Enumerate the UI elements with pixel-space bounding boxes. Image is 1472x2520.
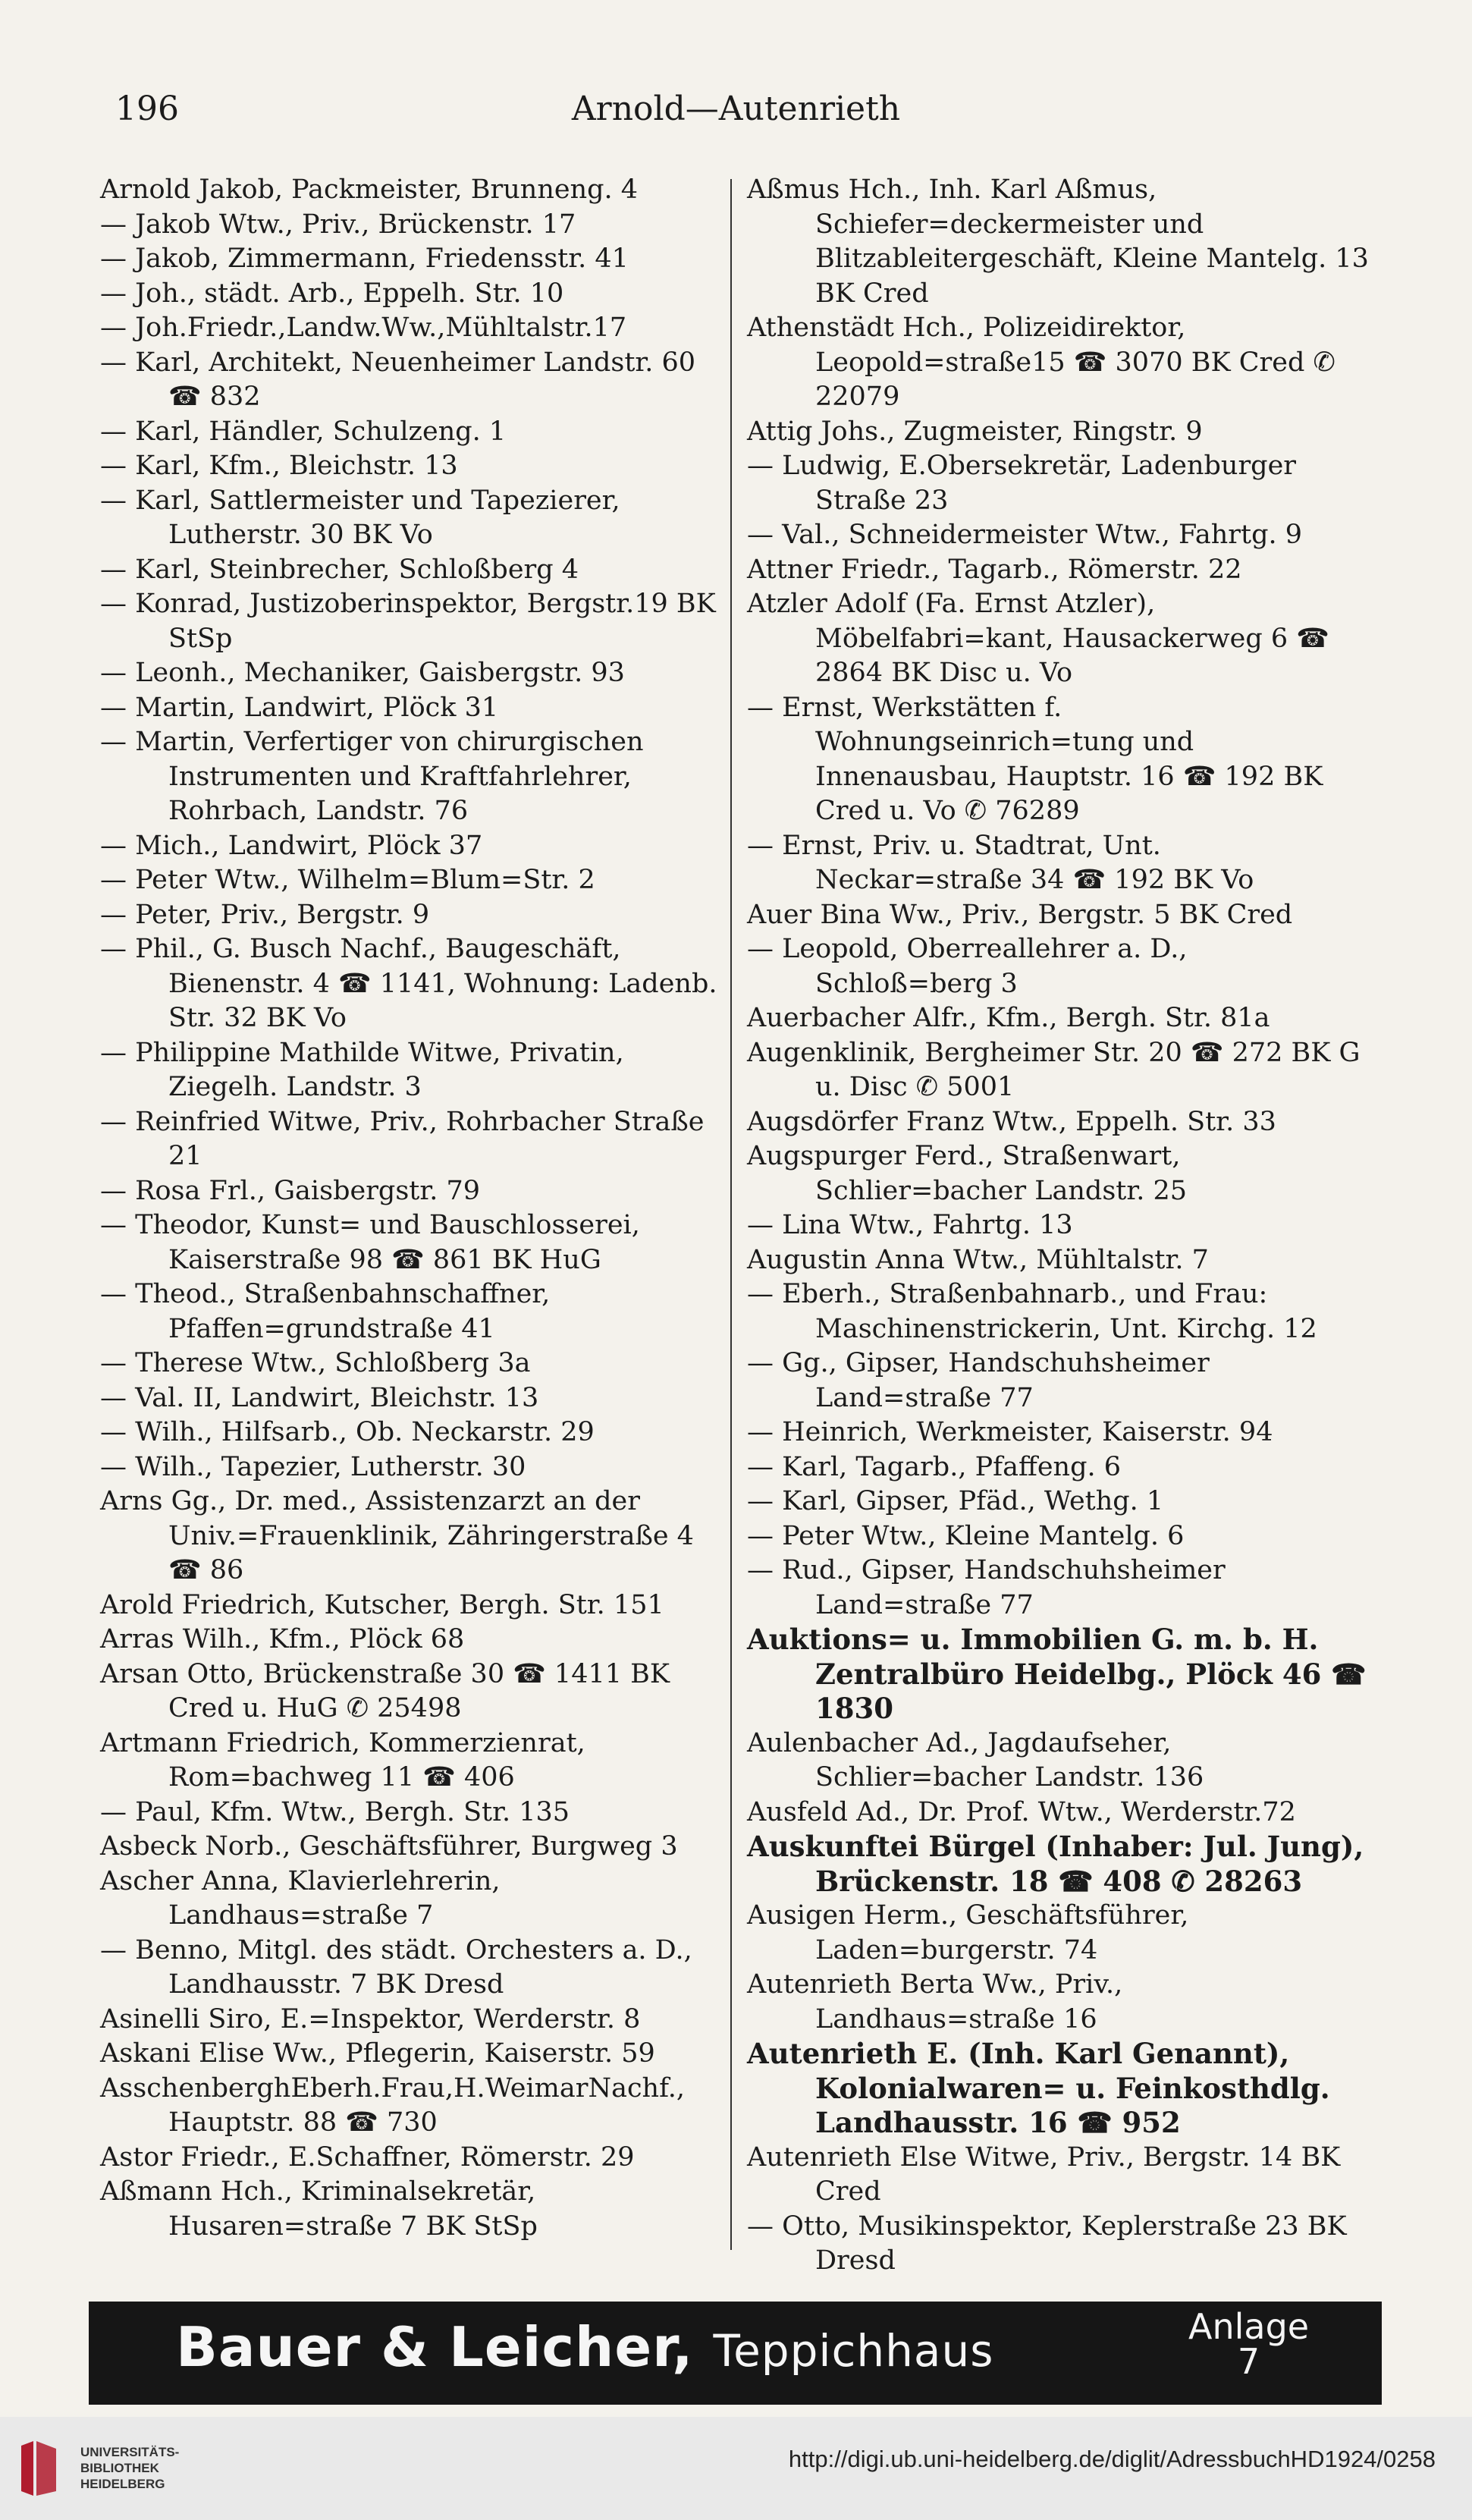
directory-entry: Arnold Jakob, Packmeister, Brunneng. 4 bbox=[100, 174, 639, 205]
advertisement-banner bbox=[89, 2302, 1382, 2405]
page-title: Arnold—Autenrieth bbox=[571, 90, 901, 128]
directory-entry: — Heinrich, Werkmeister, Kaiserstr. 94 bbox=[747, 1417, 1273, 1447]
directory-entry: Auerbacher Alfr., Kfm., Bergh. Str. 81a bbox=[747, 1003, 1270, 1033]
directory-entry: Arsan Otto, Brückenstraße 30 ☎ 1411 BK Cred u. HuG ✆ 25498 bbox=[100, 1658, 670, 1723]
source-url-link[interactable]: http://digi.ub.uni-heidelberg.de/diglit/AdressbuchHD1924/0258 bbox=[788, 2446, 1436, 2472]
directory-entry: — Gg., Gipser, Handschuhsheimer Land=straße 77 bbox=[747, 1348, 1210, 1413]
left-column bbox=[100, 173, 722, 2244]
library-name-line3: HEIDELBERG bbox=[80, 2477, 165, 2491]
directory-entry: — Jakob, Zimmermann, Friedensstr. 41 bbox=[100, 244, 629, 274]
ad-text bbox=[176, 2315, 993, 2379]
directory-entry: Athenstädt Hch., Polizeidirektor, Leopold=straße15 ☎ 3070 BK Cred ✆ 22079 bbox=[747, 313, 1335, 412]
library-name-line1: UNIVERSITÄTS- bbox=[80, 2445, 180, 2459]
ad-company: Bauer & Leicher, bbox=[176, 2315, 694, 2379]
directory-entry: — Martin, Verfertiger von chirurgischen Instrumenten und Kraftfahrlehrer, Rohrbach, Landstr. 76 bbox=[100, 727, 644, 826]
page-header bbox=[0, 90, 1472, 135]
directory-entry: — Philippine Mathilde Witwe, Privatin, Ziegelh. Landstr. 3 bbox=[100, 1037, 624, 1102]
directory-entry: — Theodor, Kunst= und Bauschlosserei, Kaiserstraße 98 ☎ 861 BK HuG bbox=[100, 1210, 640, 1275]
directory-entry: — Paul, Kfm. Wtw., Bergh. Str. 135 bbox=[100, 1796, 570, 1827]
directory-entry: — Leopold, Oberreallehrer a. D., Schloß=berg 3 bbox=[747, 934, 1188, 999]
ad-business: Teppichhaus bbox=[713, 2325, 994, 2377]
directory-entry: — Martin, Landwirt, Plöck 31 bbox=[100, 692, 499, 723]
directory-entry: Artmann Friedrich, Kommerzienrat, Rom=bachweg 11 ☎ 406 bbox=[100, 1727, 585, 1793]
directory-entry: — Jakob Wtw., Priv., Brückenstr. 17 bbox=[100, 209, 576, 240]
directory-entry: — Peter Wtw., Wilhelm=Blum=Str. 2 bbox=[100, 865, 595, 895]
library-name bbox=[80, 2444, 179, 2492]
directory-entry: — Ludwig, E.Obersekretär, Ladenburger Straße 23 bbox=[747, 451, 1297, 516]
directory-entry: — Karl, Architekt, Neuenheimer Landstr. 60 ☎ 832 bbox=[100, 347, 696, 412]
directory-entry: — Wilh., Hilfsarb., Ob. Neckarstr. 29 bbox=[100, 1417, 595, 1447]
directory-entry: — Phil., G. Busch Nachf., Baugeschäft, Bienenstr. 4 ☎ 1141, Wohnung: Ladenb. Str. 32 BK Vo bbox=[100, 934, 717, 1033]
directory-entry: Astor Friedr., E.Schaffner, Römerstr. 29 bbox=[100, 2141, 635, 2173]
directory-entry: Aßmann Hch., Kriminalsekretär, Husaren=straße 7 BK StSp bbox=[100, 2176, 538, 2242]
directory-entry: Attner Friedr., Tagarb., Römerstr. 22 bbox=[747, 554, 1242, 585]
directory-entry: — Ernst, Priv. u. Stadtrat, Unt. Neckar=straße 34 ☎ 192 BK Vo bbox=[747, 830, 1254, 895]
directory-entry: — Eberh., Straßenbahnarb., und Frau: Maschinenstrickerin, Unt. Kirchg. 12 bbox=[747, 1279, 1317, 1344]
directory-entry: — Joh., städt. Arb., Eppelh. Str. 10 bbox=[100, 278, 564, 309]
directory-entry: — Benno, Mitgl. des städt. Orchesters a. D., Landhausstr. 7 BK Dresd bbox=[100, 1934, 692, 2000]
directory-entry: Arns Gg., Dr. med., Assistenzarzt an der Univ.=Frauenklinik, Zähringerstraße 4 ☎ 86 bbox=[100, 1486, 694, 1585]
directory-entry: Arras Wilh., Kfm., Plöck 68 bbox=[100, 1624, 465, 1654]
directory-entry: Auskunftei Bürgel (Inhaber: Jul. Jung), Brückenstr. 18 ☎ 408 ✆ 28263 bbox=[747, 1830, 1364, 1898]
directory-entry: Augenklinik, Bergheimer Str. 20 ☎ 272 BK G u. Disc ✆ 5001 bbox=[747, 1037, 1361, 1102]
directory-entry: — Val. II, Landwirt, Bleichstr. 13 bbox=[100, 1382, 539, 1413]
directory-entry: Askani Elise Ww., Pflegerin, Kaiserstr. 59 bbox=[100, 2038, 655, 2069]
directory-entry: — Rud., Gipser, Handschuhsheimer Land=straße 77 bbox=[747, 1555, 1226, 1620]
directory-entry: — Reinfried Witwe, Priv., Rohrbacher Straße 21 bbox=[100, 1106, 705, 1171]
directory-entry: — Karl, Händler, Schulzeng. 1 bbox=[100, 416, 507, 447]
directory-entry: AsschenberghEberh.Frau,H.WeimarNachf., Hauptstr. 88 ☎ 730 bbox=[100, 2072, 686, 2138]
library-logo-icon bbox=[17, 2438, 61, 2499]
directory-entry: Aulenbacher Ad., Jagdaufseher, Schlier=bacher Landstr. 136 bbox=[747, 1727, 1204, 1793]
directory-entry: — Theod., Straßenbahnschaffner, Pfaffen=grundstraße 41 bbox=[100, 1279, 551, 1344]
directory-entry: Asbeck Norb., Geschäftsführer, Burgweg 3 bbox=[100, 1831, 678, 1862]
ad-anlage-label: Anlage bbox=[1188, 2306, 1310, 2347]
directory-entry: Atzler Adolf (Fa. Ernst Atzler), Möbelfabri=kant, Hausackerweg 6 ☎ 2864 BK Disc u. Vo bbox=[747, 589, 1329, 688]
directory-entry: — Wilh., Tapezier, Lutherstr. 30 bbox=[100, 1451, 526, 1482]
directory-entry: Augsdörfer Franz Wtw., Eppelh. Str. 33 bbox=[747, 1106, 1276, 1137]
ad-anlage-number: 7 bbox=[1237, 2341, 1260, 2382]
directory-entry: — Karl, Steinbrecher, Schloßberg 4 bbox=[100, 554, 579, 585]
directory-entry: Ausfeld Ad., Dr. Prof. Wtw., Werderstr.72 bbox=[747, 1796, 1296, 1827]
directory-entry: Aßmus Hch., Inh. Karl Aßmus, Schiefer=deckermeister und Blitzableitergeschäft, Kleine Mantelg. 13 BK Cred bbox=[747, 174, 1369, 309]
directory-entry: — Karl, Sattlermeister und Tapezierer, Lutherstr. 30 BK Vo bbox=[100, 485, 620, 550]
directory-entry: Auer Bina Ww., Priv., Bergstr. 5 BK Cred bbox=[747, 899, 1293, 930]
directory-entry: Ausigen Herm., Geschäftsführer, Laden=burgerstr. 74 bbox=[747, 1900, 1189, 1965]
directory-entry: Augspurger Ferd., Straßenwart, Schlier=bacher Landstr. 25 bbox=[747, 1141, 1188, 1206]
directory-entry: — Leonh., Mechaniker, Gaisbergstr. 93 bbox=[100, 658, 625, 688]
directory-entry: Auktions= u. Immobilien G. m. b. H. Zentralbüro Heidelbg., Plöck 46 ☎ 1830 bbox=[747, 1623, 1367, 1725]
directory-entry: — Karl, Kfm., Bleichstr. 13 bbox=[100, 451, 458, 481]
directory-entry: — Joh.Friedr.,Landw.Ww.,Mühltalstr.17 bbox=[100, 313, 627, 343]
directory-entry: Arold Friedrich, Kutscher, Bergh. Str. 151 bbox=[100, 1589, 664, 1620]
directory-entry: — Val., Schneidermeister Wtw., Fahrtg. 9 bbox=[747, 520, 1302, 550]
directory-entry: — Karl, Gipser, Pfäd., Wethg. 1 bbox=[747, 1486, 1164, 1516]
page-number: 196 bbox=[115, 90, 179, 128]
directory-entry: — Therese Wtw., Schloßberg 3a bbox=[100, 1348, 531, 1378]
column-divider bbox=[730, 179, 732, 2250]
right-column bbox=[747, 173, 1369, 2279]
directory-entry: — Peter Wtw., Kleine Mantelg. 6 bbox=[747, 1520, 1185, 1551]
directory-entry: — Peter, Priv., Bergstr. 9 bbox=[100, 899, 430, 930]
directory-entry: Autenrieth Berta Ww., Priv., Landhaus=straße 16 bbox=[747, 1969, 1123, 2035]
footer-bar bbox=[0, 2417, 1472, 2520]
directory-entry: Attig Johs., Zugmeister, Ringstr. 9 bbox=[747, 416, 1203, 447]
ad-anlage bbox=[1188, 2306, 1310, 2382]
library-name-line2: BIBLIOTHEK bbox=[80, 2461, 159, 2475]
directory-entry: Autenrieth E. (Inh. Karl Genannt), Kolonialwaren= u. Feinkosthdlg. Landhausstr. 16 ☎ 952 bbox=[747, 2037, 1330, 2139]
directory-entry: — Ernst, Werkstätten f. Wohnungseinrich=tung und Innenausbau, Hauptstr. 16 ☎ 192 BK Cred u. Vo ✆ 76289 bbox=[747, 692, 1323, 826]
directory-entry: — Lina Wtw., Fahrtg. 13 bbox=[747, 1210, 1073, 1240]
directory-entry: Ascher Anna, Klavierlehrerin, Landhaus=straße 7 bbox=[100, 1865, 501, 1931]
directory-entry: Asinelli Siro, E.=Inspektor, Werderstr. 8 bbox=[100, 2003, 641, 2035]
directory-entry: Augustin Anna Wtw., Mühltalstr. 7 bbox=[747, 1244, 1209, 1275]
directory-entry: — Konrad, Justizoberinspektor, Bergstr.19 BK StSp bbox=[100, 589, 716, 654]
directory-entry: — Rosa Frl., Gaisbergstr. 79 bbox=[100, 1175, 481, 1206]
directory-entry: Autenrieth Else Witwe, Priv., Bergstr. 14 BK Cred bbox=[747, 2141, 1341, 2207]
directory-entry: — Karl, Tagarb., Pfaffeng. 6 bbox=[747, 1451, 1122, 1482]
directory-entry: — Mich., Landwirt, Plöck 37 bbox=[100, 830, 483, 861]
directory-entry: — Otto, Musikinspektor, Keplerstraße 23 BK Dresd bbox=[747, 2210, 1347, 2276]
